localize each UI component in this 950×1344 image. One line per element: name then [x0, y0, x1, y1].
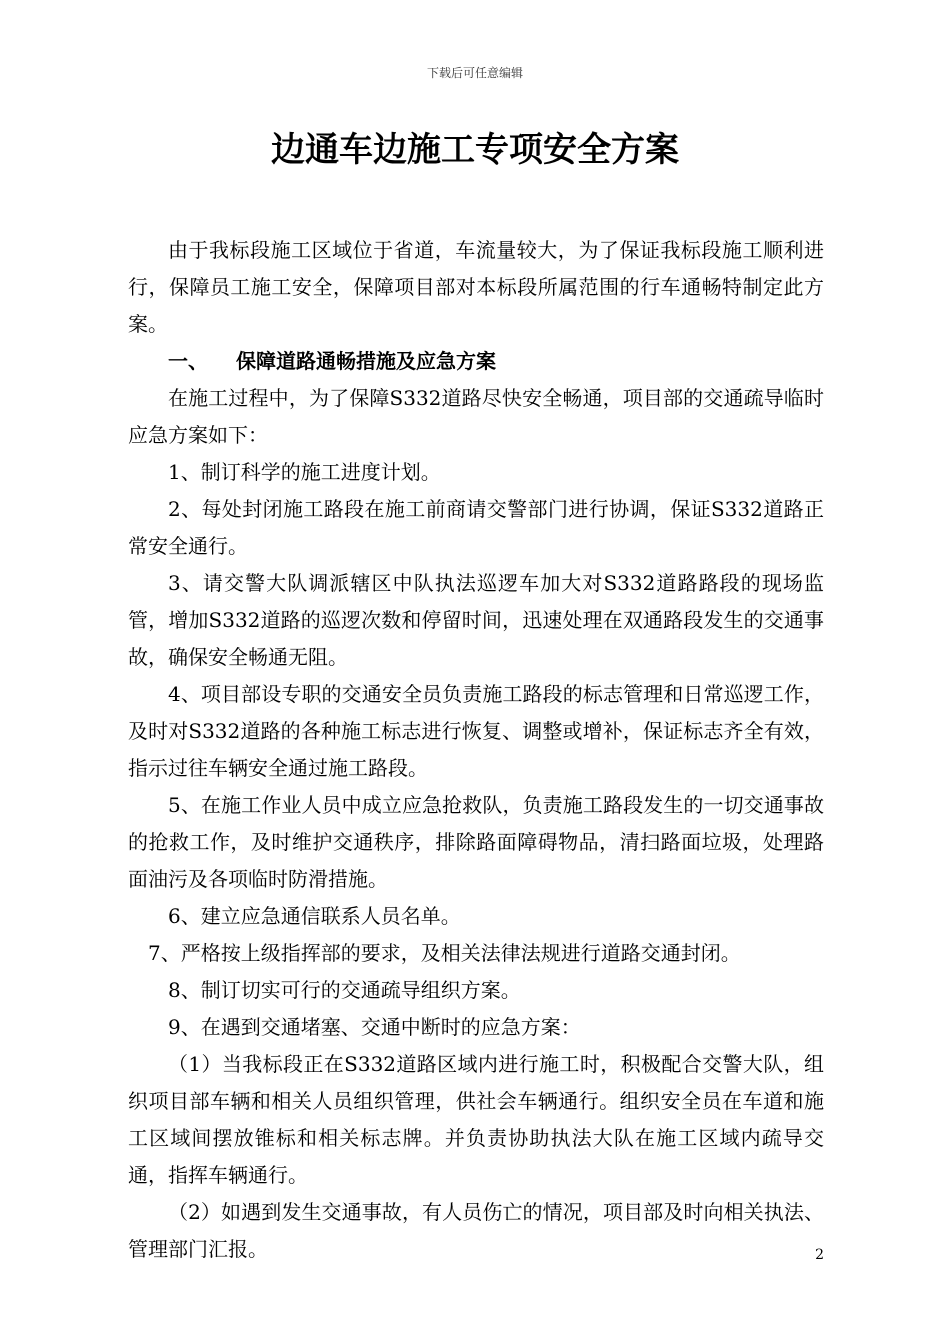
list-item-6: 6、建立应急通信联系人员名单。	[168, 904, 461, 928]
list-item-9: 9、在遇到交通堵塞、交通中断时的应急方案：	[168, 1015, 581, 1039]
sub-item-2: （2）如遇到发生交通事故，有人员伤亡的情况，项目部及时向相关执法、管理部门汇报。	[128, 1200, 824, 1261]
body-paragraph: 在施工过程中，为了保障S332道路尽快安全畅通，项目部的交通疏导临时应急方案如下：	[128, 386, 824, 447]
page-header: 下载后可任意编辑	[426, 66, 523, 80]
list-item-4: 4、项目部设专职的交通安全员负责施工路段的标志管理和日常巡逻工作，及时对S332道路的各种施工标志进行恢复、调整或增补，保证标志齐全有效，指示过往车辆安全通过施工路段。	[128, 682, 824, 780]
sub-item-1: （1）当我标段正在S332道路区域内进行施工时，积极配合交警大队，组织项目部车辆和相关人员组织管理，供社会车辆通行。组织安全员在车道和施工区域间摆放锥标和相关标志牌。并负责协助执法大队在施工区域内疏导交通，指挥车辆通行。	[128, 1052, 824, 1187]
section-heading	[128, 343, 824, 380]
list-item-5: 5、在施工作业人员中成立应急抢救队，负责施工路段发生的一切交通事故的抢救工作，及时维护交通秩序，排除路面障碍物品，清扫路面垃圾，处理路面油污及各项临时防滑措施。	[128, 793, 824, 891]
section-title: 保障道路通畅措施及应急方案	[236, 349, 496, 373]
list-item-3: 3、请交警大队调派辖区中队执法巡逻车加大对S332道路路段的现场监管，增加S332道路的巡逻次数和停留时间，迅速处理在双通路段发生的交通事故，确保安全畅通无阻。	[128, 571, 824, 669]
list-item-2: 2、每处封闭施工路段在施工前商请交警部门进行协调，保证S332道路正常安全通行。	[128, 497, 824, 558]
document-title: 边通车边施工专项安全方案	[271, 130, 679, 170]
list-item-7: 7、严格按上级指挥部的要求，及相关法律法规进行道路交通封闭。	[148, 941, 741, 965]
section-number: 一、	[168, 349, 208, 373]
document-body	[128, 232, 824, 1268]
list-item-1: 1、制订科学的施工进度计划。	[168, 460, 441, 484]
list-item-8: 8、制订切实可行的交通疏导组织方案。	[168, 978, 521, 1002]
intro-paragraph: 由于我标段施工区域位于省道，车流量较大，为了保证我标段施工顺利进行，保障员工施工安全，保障项目部对本标段所属范围的行车通畅特制定此方案。	[128, 238, 824, 336]
page-number: 2	[815, 1247, 824, 1263]
